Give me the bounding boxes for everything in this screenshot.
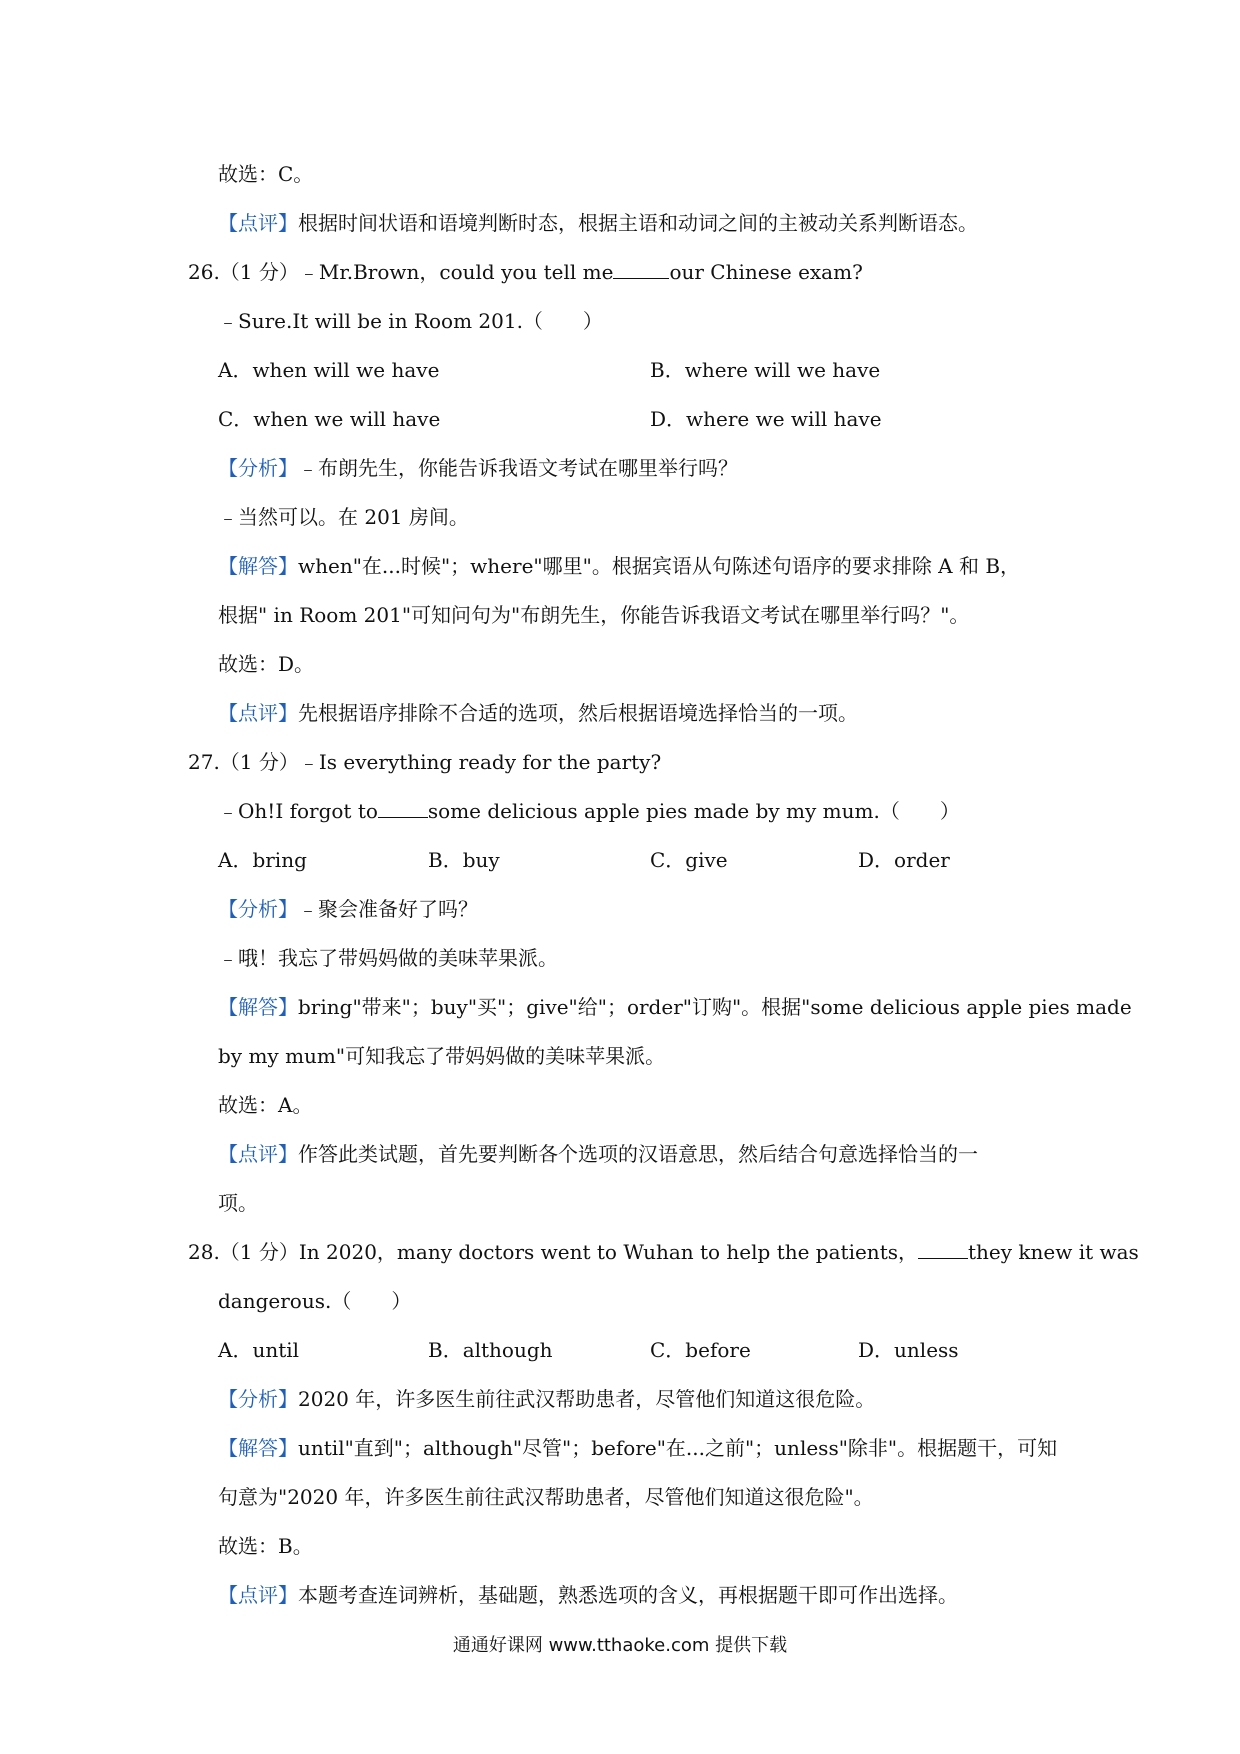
q27-analysis xyxy=(218,897,478,921)
comment-text: 本题考查连词辨析，基础题，熟悉选项的含义，再根据题干即可作出选择。 xyxy=(298,1583,958,1607)
comment-text: 作答此类试题，首先要判断各个选项的汉语意思，然后结合句意选择恰当的一 xyxy=(298,1142,978,1166)
q26-option-d: D．where we will have xyxy=(650,407,882,431)
analysis-tag: 【分析】 xyxy=(218,897,298,921)
q28-option-c: C．before xyxy=(650,1338,751,1362)
q28-answer: 故选：B。 xyxy=(218,1534,313,1558)
q27-solution xyxy=(218,995,1132,1019)
q28-blank xyxy=(918,1240,968,1259)
q27-option-b: B．buy xyxy=(428,848,500,872)
q28-stem xyxy=(188,1240,1139,1264)
q27-stem: 27.（1 分）﹣Is everything ready for the party? xyxy=(188,750,662,774)
q26-stem-tail: our Chinese exam? xyxy=(669,260,863,284)
q28-stem-head: 28.（1 分）In 2020，many doctors went to Wuhan to help the patients， xyxy=(188,1240,918,1264)
q26-comment xyxy=(218,701,858,725)
q27-solution-line2: by my mum"可知我忘了带妈妈做的美味苹果派。 xyxy=(218,1044,666,1068)
solution-text: until"直到"；although"尽管"；before"在...之前"；unless"除非"。根据题干，可知 xyxy=(298,1436,1058,1460)
solution-tag: 【解答】 xyxy=(218,995,298,1019)
analysis-text: ﹣布朗先生，你能告诉我语文考试在哪里举行吗？ xyxy=(298,456,738,480)
q27-analysis-line2: ﹣哦！我忘了带妈妈做的美味苹果派。 xyxy=(218,946,558,970)
q26-analysis-line2: ﹣当然可以。在 201 房间。 xyxy=(218,505,469,529)
q28-analysis xyxy=(218,1387,875,1411)
q27-blank xyxy=(378,799,428,818)
q27-comment-line2: 项。 xyxy=(218,1191,258,1215)
q26-analysis xyxy=(218,456,738,480)
q27-answer: 故选：A。 xyxy=(218,1093,313,1117)
q28-option-b: B．although xyxy=(428,1338,553,1362)
analysis-tag: 【分析】 xyxy=(218,456,298,480)
q25-comment xyxy=(218,211,978,235)
q28-option-a: A．until xyxy=(218,1338,300,1362)
page-footer: 通通好课网 www.tthaoke.com 提供下载 xyxy=(452,1635,788,1656)
q26-stem-line2: ﹣Sure.It will be in Room 201.（ ） xyxy=(218,309,603,333)
analysis-text: ﹣聚会准备好了吗？ xyxy=(298,897,478,921)
comment-text: 根据时间状语和语境判断时态，根据主语和动词之间的主被动关系判断语态。 xyxy=(298,211,978,235)
q27-option-a: A．bring xyxy=(218,848,307,872)
q25-answer: 故选：C。 xyxy=(218,162,314,186)
solution-text: when"在...时候"；where"哪里"。根据宾语从句陈述句语序的要求排除 A 和 B， xyxy=(298,554,1021,578)
solution-tag: 【解答】 xyxy=(218,1436,298,1460)
q26-option-a: A．when will we have xyxy=(218,358,440,382)
q27-stem-line2-head: ﹣Oh!I forgot to xyxy=(218,799,378,823)
q28-stem-tail: they knew it was xyxy=(968,1240,1139,1264)
q26-solution xyxy=(218,554,1020,578)
q27-comment xyxy=(218,1142,978,1166)
comment-tag: 【点评】 xyxy=(218,701,298,725)
q28-comment xyxy=(218,1583,958,1607)
analysis-text: 2020 年，许多医生前往武汉帮助患者，尽管他们知道这很危险。 xyxy=(298,1387,876,1411)
q28-solution-line2: 句意为"2020 年，许多医生前往武汉帮助患者，尽管他们知道这很危险"。 xyxy=(218,1485,874,1509)
q27-option-d: D．order xyxy=(858,848,950,872)
analysis-tag: 【分析】 xyxy=(218,1387,298,1411)
q26-stem-head: 26.（1 分）﹣Mr.Brown，could you tell me xyxy=(188,260,614,284)
comment-tag: 【点评】 xyxy=(218,211,298,235)
q26-stem xyxy=(188,260,863,284)
comment-text: 先根据语序排除不合适的选项，然后根据语境选择恰当的一项。 xyxy=(298,701,858,725)
q26-option-b: B．where will we have xyxy=(650,358,881,382)
q26-option-c: C．when we will have xyxy=(218,407,441,431)
comment-tag: 【点评】 xyxy=(218,1583,298,1607)
q28-option-d: D．unless xyxy=(858,1338,959,1362)
comment-tag: 【点评】 xyxy=(218,1142,298,1166)
q26-answer: 故选：D。 xyxy=(218,652,315,676)
q28-solution xyxy=(218,1436,1057,1460)
q26-blank xyxy=(613,260,669,279)
q28-stem-line2: dangerous.（ ） xyxy=(218,1289,412,1313)
solution-text: bring"带来"；buy"买"；give"给"；order"订购"。根据"some delicious apple pies made xyxy=(298,995,1132,1019)
q27-option-c: C．give xyxy=(650,848,728,872)
solution-tag: 【解答】 xyxy=(218,554,298,578)
q27-stem-line2 xyxy=(218,799,960,823)
q27-stem-line2-tail: some delicious apple pies made by my mum.（ ） xyxy=(427,799,960,823)
q26-solution-line2: 根据" in Room 201"可知问句为"布朗先生，你能告诉我语文考试在哪里举行吗？"。 xyxy=(218,603,970,627)
